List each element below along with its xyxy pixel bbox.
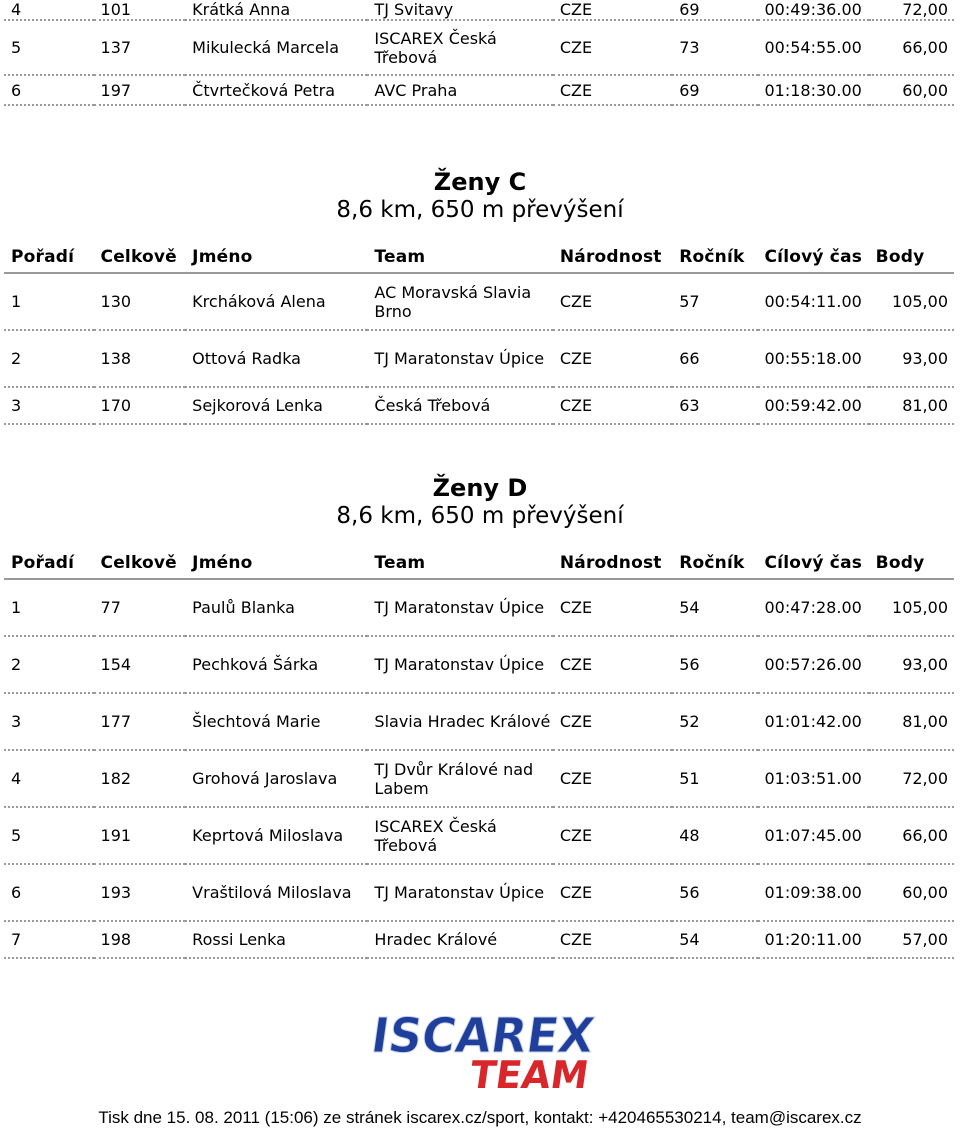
cell-rocnik: 48 bbox=[672, 807, 757, 864]
cell-body: 105,00 bbox=[869, 579, 954, 636]
cell-narodnost: CZE bbox=[553, 750, 672, 807]
cell-jmeno: Paulů Blanka bbox=[185, 579, 367, 636]
cell-cas: 01:03:51.00 bbox=[758, 750, 869, 807]
cell-cas: 00:47:28.00 bbox=[758, 579, 869, 636]
cell-narodnost: CZE bbox=[553, 387, 672, 424]
cell-cas: 00:49:36.00 bbox=[758, 0, 869, 20]
cell-jmeno: Keprtová Miloslava bbox=[185, 807, 367, 864]
table-row bbox=[4, 387, 954, 424]
table-row bbox=[4, 0, 954, 20]
cell-poradi: 4 bbox=[4, 0, 94, 20]
cell-cas: 01:18:30.00 bbox=[758, 75, 869, 105]
column-header-cas: Cílový čas bbox=[758, 242, 869, 273]
cell-narodnost: CZE bbox=[553, 75, 672, 105]
cell-team: TJ Svitavy bbox=[367, 0, 552, 20]
logo-text-team: TEAM bbox=[467, 1054, 593, 1092]
cell-body: 60,00 bbox=[869, 75, 954, 105]
section-title-zeny-c bbox=[0, 168, 960, 224]
table-row bbox=[4, 864, 954, 921]
column-header-narodnost: Národnost bbox=[553, 242, 672, 273]
cell-rocnik: 56 bbox=[672, 864, 757, 921]
cell-celkove: 177 bbox=[94, 693, 186, 750]
cell-body: 93,00 bbox=[869, 330, 954, 387]
cell-team: TJ Maratonstav Úpice bbox=[367, 636, 552, 693]
cell-jmeno: Vraštilová Miloslava bbox=[185, 864, 367, 921]
cell-poradi: 5 bbox=[4, 20, 94, 75]
cell-poradi: 1 bbox=[4, 579, 94, 636]
table-row bbox=[4, 636, 954, 693]
cell-celkove: 130 bbox=[94, 273, 186, 330]
column-header-celkove: Celkově bbox=[94, 548, 186, 579]
cell-cas: 01:07:45.00 bbox=[758, 807, 869, 864]
cell-rocnik: 69 bbox=[672, 75, 757, 105]
column-header-body: Body bbox=[869, 548, 954, 579]
iscarex-team-logo bbox=[362, 1006, 602, 1092]
cell-body: 72,00 bbox=[869, 750, 954, 807]
cell-body: 81,00 bbox=[869, 387, 954, 424]
cell-celkove: 197 bbox=[94, 75, 186, 105]
column-header-poradi: Pořadí bbox=[4, 548, 94, 579]
cell-narodnost: CZE bbox=[553, 807, 672, 864]
cell-poradi: 6 bbox=[4, 75, 94, 105]
cell-team: Hradec Králové bbox=[367, 921, 552, 958]
category-subtitle: 8,6 km, 650 m převýšení bbox=[336, 197, 624, 223]
column-header-rocnik: Ročník bbox=[672, 548, 757, 579]
column-header-rocnik: Ročník bbox=[672, 242, 757, 273]
cell-rocnik: 57 bbox=[672, 273, 757, 330]
section-title-zeny-d bbox=[0, 474, 960, 530]
table-row bbox=[4, 921, 954, 958]
column-header-narodnost: Národnost bbox=[553, 548, 672, 579]
cell-team: Česká Třebová bbox=[367, 387, 552, 424]
cell-celkove: 191 bbox=[94, 807, 186, 864]
category-subtitle: 8,6 km, 650 m převýšení bbox=[336, 503, 624, 529]
cell-body: 66,00 bbox=[869, 20, 954, 75]
cell-body: 93,00 bbox=[869, 636, 954, 693]
table-row bbox=[4, 330, 954, 387]
cell-celkove: 193 bbox=[94, 864, 186, 921]
cell-narodnost: CZE bbox=[553, 273, 672, 330]
cell-jmeno: Rossi Lenka bbox=[185, 921, 367, 958]
table-row bbox=[4, 693, 954, 750]
table-row bbox=[4, 20, 954, 75]
cell-rocnik: 56 bbox=[672, 636, 757, 693]
cell-cas: 00:59:42.00 bbox=[758, 387, 869, 424]
results-table-zeny-d bbox=[4, 548, 954, 959]
cell-narodnost: CZE bbox=[553, 330, 672, 387]
cell-cas: 01:01:42.00 bbox=[758, 693, 869, 750]
cell-body: 72,00 bbox=[869, 0, 954, 20]
cell-jmeno: Čtvrtečková Petra bbox=[185, 75, 367, 105]
table-row bbox=[4, 75, 954, 105]
cell-poradi: 2 bbox=[4, 330, 94, 387]
cell-body: 57,00 bbox=[869, 921, 954, 958]
footer-print-info: Tisk dne 15. 08. 2011 (15:06) ze stránek iscarex.cz/sport, kontakt: +420465530214, team@iscarex.cz bbox=[98, 1108, 862, 1127]
column-header-team: Team bbox=[367, 548, 552, 579]
table-header bbox=[4, 548, 954, 579]
cell-jmeno: Sejkorová Lenka bbox=[185, 387, 367, 424]
cell-narodnost: CZE bbox=[553, 693, 672, 750]
cell-celkove: 182 bbox=[94, 750, 186, 807]
cell-poradi: 4 bbox=[4, 750, 94, 807]
cell-narodnost: CZE bbox=[553, 636, 672, 693]
cell-jmeno: Šlechtová Marie bbox=[185, 693, 367, 750]
cell-cas: 00:54:11.00 bbox=[758, 273, 869, 330]
column-header-celkove: Celkově bbox=[94, 242, 186, 273]
cell-narodnost: CZE bbox=[553, 20, 672, 75]
cell-cas: 01:09:38.00 bbox=[758, 864, 869, 921]
cell-poradi: 1 bbox=[4, 273, 94, 330]
cell-rocnik: 69 bbox=[672, 0, 757, 20]
cell-celkove: 137 bbox=[94, 20, 186, 75]
column-header-jmeno: Jméno bbox=[185, 242, 367, 273]
cell-celkove: 154 bbox=[94, 636, 186, 693]
cell-cas: 01:20:11.00 bbox=[758, 921, 869, 958]
cell-jmeno: Mikulecká Marcela bbox=[185, 20, 367, 75]
cell-body: 60,00 bbox=[869, 864, 954, 921]
cell-celkove: 101 bbox=[94, 0, 186, 20]
column-header-jmeno: Jméno bbox=[185, 548, 367, 579]
column-header-cas: Cílový čas bbox=[758, 548, 869, 579]
cell-team: ISCAREX Česká Třebová bbox=[367, 807, 552, 864]
cell-body: 81,00 bbox=[869, 693, 954, 750]
cell-jmeno: Grohová Jaroslava bbox=[185, 750, 367, 807]
results-table-zeny-c bbox=[4, 242, 954, 425]
cell-cas: 00:55:18.00 bbox=[758, 330, 869, 387]
cell-poradi: 7 bbox=[4, 921, 94, 958]
cell-narodnost: CZE bbox=[553, 864, 672, 921]
cell-body: 105,00 bbox=[869, 273, 954, 330]
logo-text-iscarex: ISCAREX bbox=[367, 1008, 602, 1064]
cell-jmeno: Krátká Anna bbox=[185, 0, 367, 20]
category-name: Ženy C bbox=[433, 168, 527, 196]
cell-cas: 00:54:55.00 bbox=[758, 20, 869, 75]
cell-celkove: 170 bbox=[94, 387, 186, 424]
cell-jmeno: Pechková Šárka bbox=[185, 636, 367, 693]
cell-celkove: 77 bbox=[94, 579, 186, 636]
column-header-body: Body bbox=[869, 242, 954, 273]
cell-team: TJ Dvůr Králové nad Labem bbox=[367, 750, 552, 807]
cell-poradi: 6 bbox=[4, 864, 94, 921]
cell-rocnik: 73 bbox=[672, 20, 757, 75]
cell-rocnik: 52 bbox=[672, 693, 757, 750]
cell-poradi: 2 bbox=[4, 636, 94, 693]
cell-team: AC Moravská Slavia Brno bbox=[367, 273, 552, 330]
cell-jmeno: Ottová Radka bbox=[185, 330, 367, 387]
table-row bbox=[4, 750, 954, 807]
cell-rocnik: 54 bbox=[672, 921, 757, 958]
cell-team: TJ Maratonstav Úpice bbox=[367, 330, 552, 387]
table-header bbox=[4, 242, 954, 273]
cell-cas: 00:57:26.00 bbox=[758, 636, 869, 693]
cell-poradi: 3 bbox=[4, 387, 94, 424]
cell-team: TJ Maratonstav Úpice bbox=[367, 579, 552, 636]
cell-team: Slavia Hradec Králové bbox=[367, 693, 552, 750]
table-row bbox=[4, 579, 954, 636]
cell-rocnik: 63 bbox=[672, 387, 757, 424]
cell-narodnost: CZE bbox=[553, 921, 672, 958]
category-name: Ženy D bbox=[432, 474, 528, 502]
cell-poradi: 5 bbox=[4, 807, 94, 864]
cell-rocnik: 66 bbox=[672, 330, 757, 387]
column-header-poradi: Pořadí bbox=[4, 242, 94, 273]
cell-body: 66,00 bbox=[869, 807, 954, 864]
table-row bbox=[4, 807, 954, 864]
cell-narodnost: CZE bbox=[553, 579, 672, 636]
column-header-team: Team bbox=[367, 242, 552, 273]
cell-poradi: 3 bbox=[4, 693, 94, 750]
cell-team: TJ Maratonstav Úpice bbox=[367, 864, 552, 921]
cell-celkove: 138 bbox=[94, 330, 186, 387]
cell-team: ISCAREX Česká Třebová bbox=[367, 20, 552, 75]
cell-narodnost: CZE bbox=[553, 0, 672, 20]
cell-rocnik: 51 bbox=[672, 750, 757, 807]
cell-celkove: 198 bbox=[94, 921, 186, 958]
results-table-prev bbox=[4, 0, 954, 106]
cell-jmeno: Krcháková Alena bbox=[185, 273, 367, 330]
cell-team: AVC Praha bbox=[367, 75, 552, 105]
table-row bbox=[4, 273, 954, 330]
cell-rocnik: 54 bbox=[672, 579, 757, 636]
